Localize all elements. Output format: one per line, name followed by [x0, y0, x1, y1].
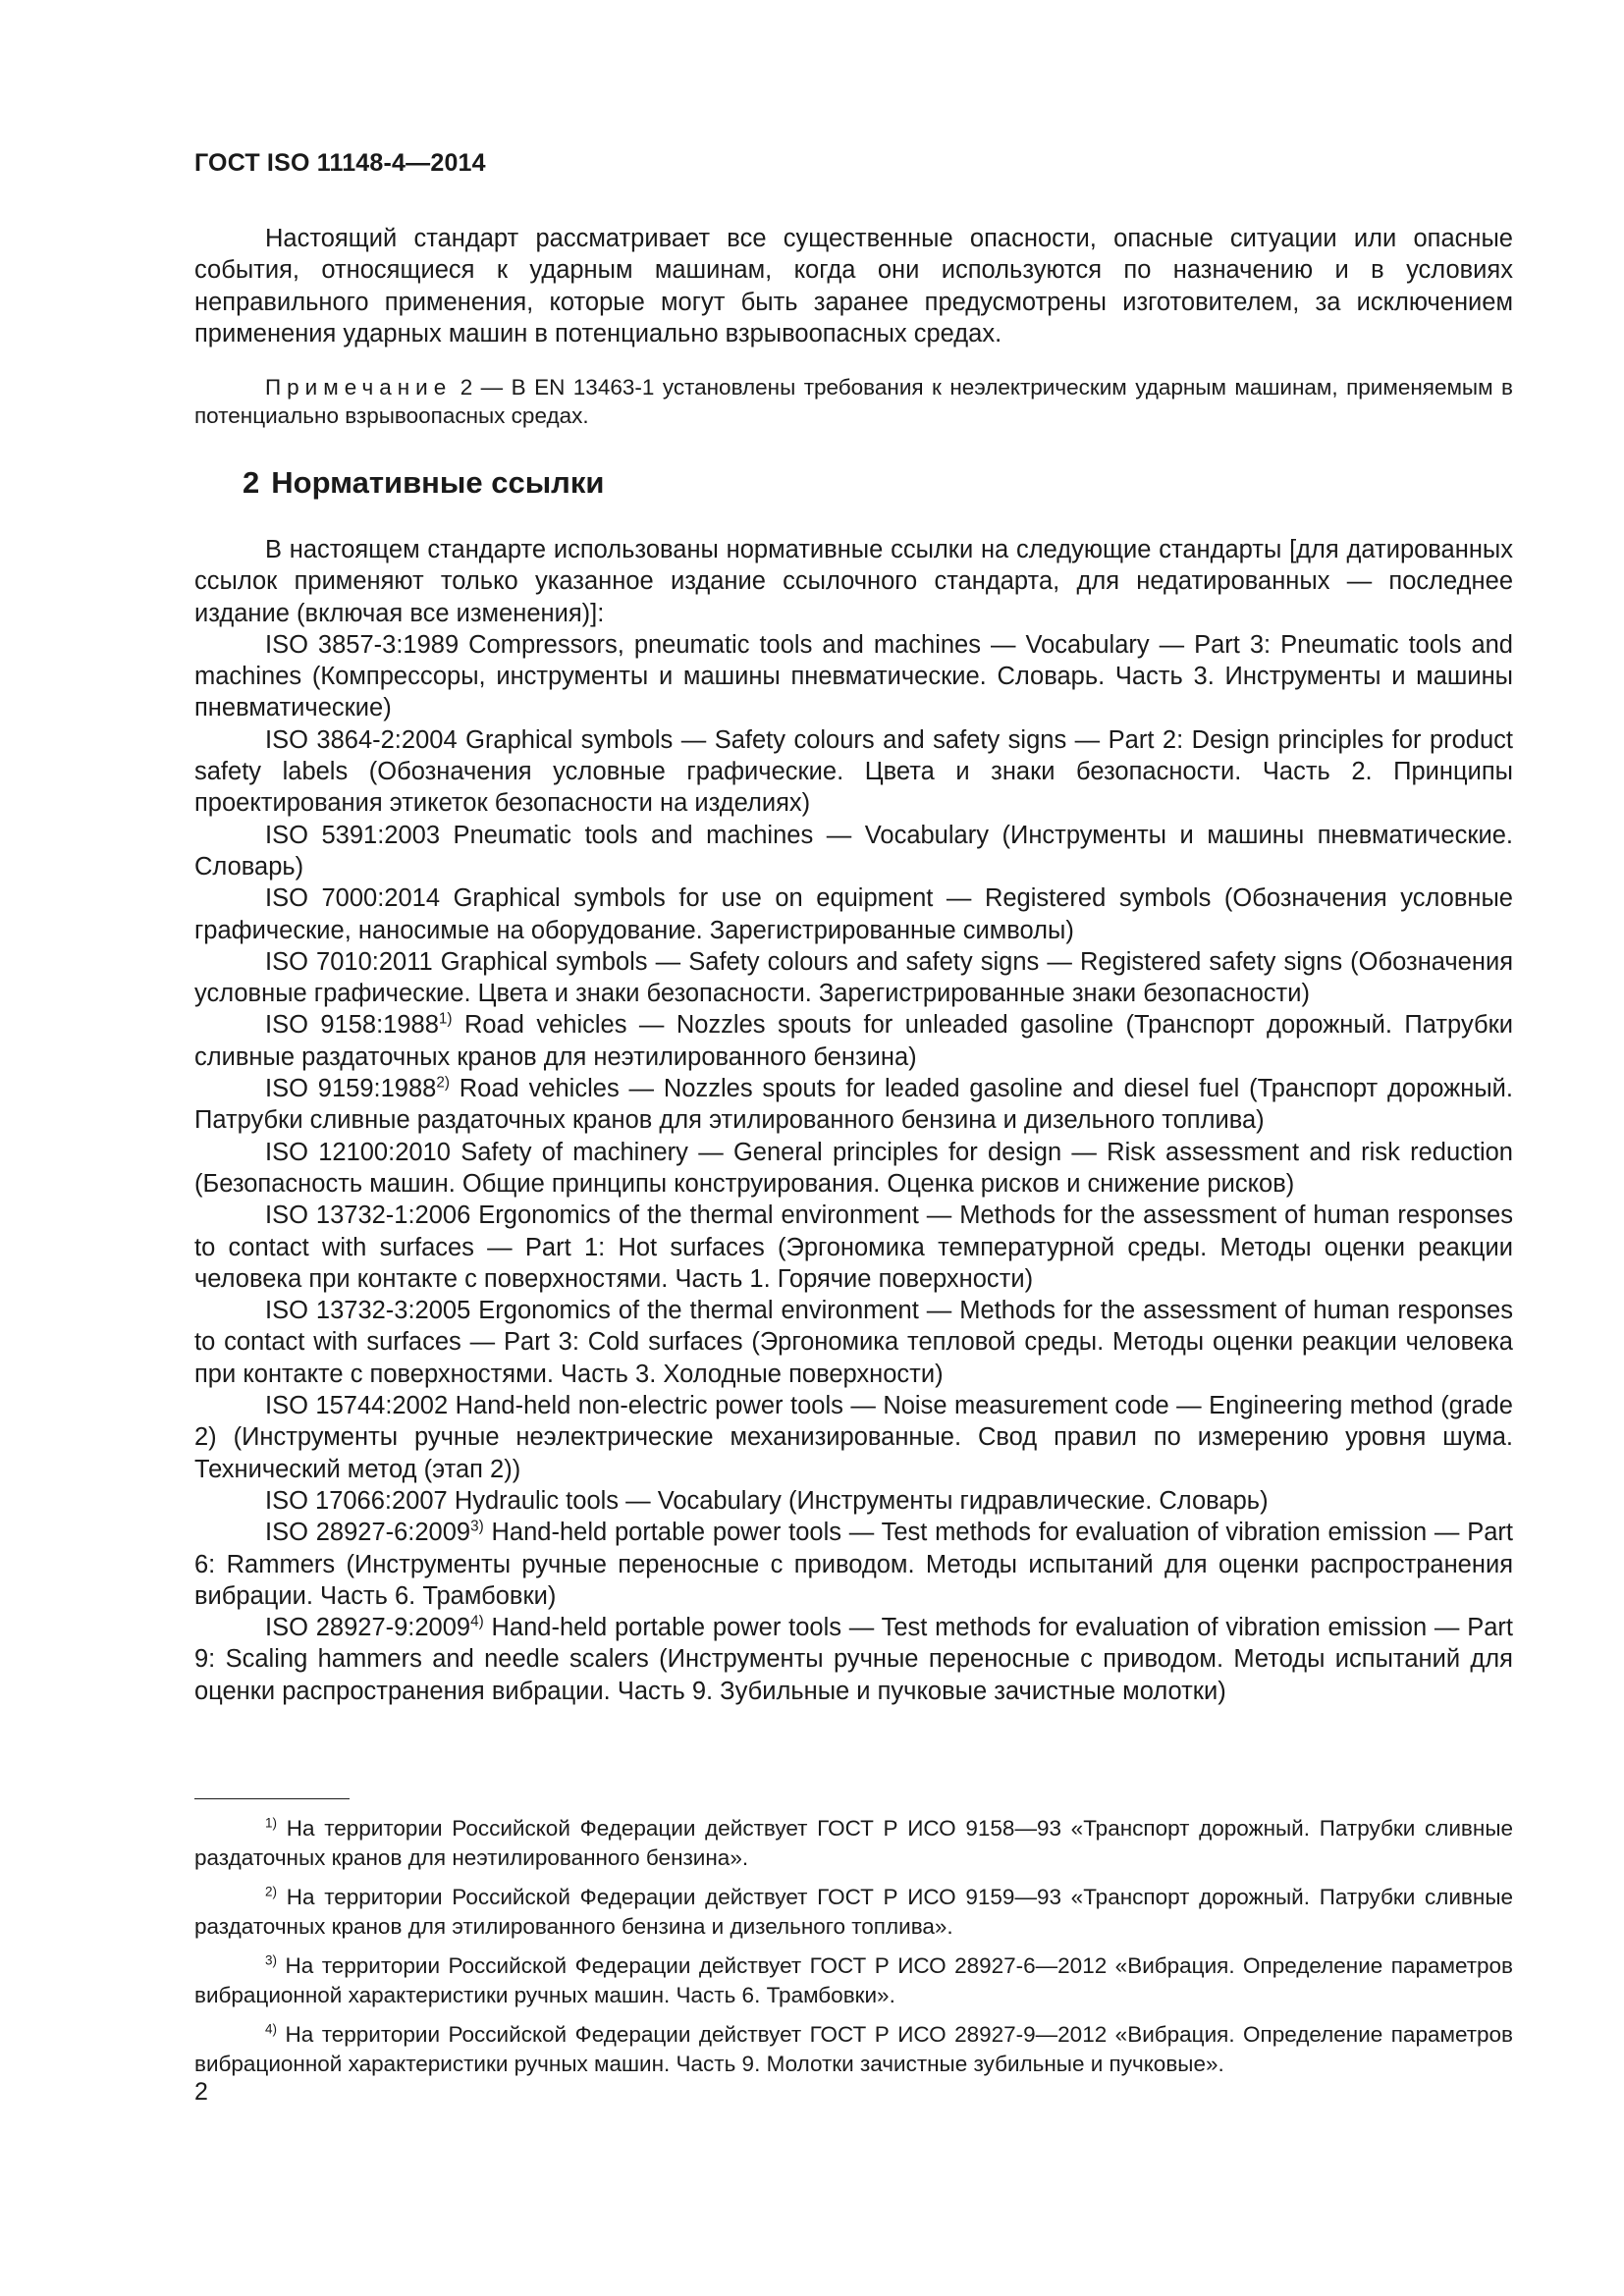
footnote-text: На территории Российской Федерации действует ГОСТ Р ИСО 9159—93 «Транспорт дорожный. Патрубки сливные раздаточных кранов для этилированного бензина и дизельного топлива». — [194, 1885, 1513, 1939]
reference-item — [194, 946, 1513, 1010]
reference-text: Safety of machinery — General principles for design — Risk assessment and risk reduction (Безопасность машин. Общие принципы конструирования. Оценка рисков и снижение рисков) — [194, 1138, 1513, 1198]
reference-text: Graphical symbols for use on equipment — Registered symbols (Обозначения условные графические, наносимые на оборудование. Зарегистрированные символы) — [194, 884, 1513, 944]
footnotes — [194, 1814, 1513, 2089]
reference-item — [194, 1485, 1513, 1517]
reference-item — [194, 1200, 1513, 1295]
reference-code: ISO 13732-1:2006 — [265, 1201, 471, 1230]
reference-text: Compressors, pneumatic tools and machines — Vocabulary — Part 3: Pneumatic tools and machines (Компрессоры, инструменты и машины пневматические. Словарь. Часть 3. Инструменты и машины пневматические) — [194, 630, 1513, 722]
reference-text: Hand-held non-electric power tools — Noise measurement code — Engineering method (grade 2) (Инструменты ручные неэлектрические механизированные. Свод правил по измерению уровня шума. Технический метод (этап 2)) — [194, 1392, 1513, 1483]
reference-item — [194, 724, 1513, 820]
reference-code: ISO 7010:2011 — [265, 947, 433, 976]
reference-text: Ergonomics of the thermal environment — Methods for the assessment of human responses to contact with surfaces — Part 1: Hot surfaces (Эргономика температурной среды. Методы оценки реакции человека при контакте с поверхностями. Часть 1. Горячие поверхности) — [194, 1201, 1513, 1293]
reference-item — [194, 1009, 1513, 1073]
footnote-mark: 3) — [265, 1952, 278, 1968]
reference-code: ISO 28927-9:2009 — [265, 1614, 471, 1642]
reference-item — [194, 629, 1513, 724]
section-heading — [243, 465, 616, 501]
reference-text: Ergonomics of the thermal environment — Methods for the assessment of human responses to contact with surfaces — Part 3: Cold surfaces (Эргономика тепловой среды. Методы оценки реакции человека при контакте с поверхностями. Часть 3. Холодные поверхности) — [194, 1297, 1513, 1388]
footnote-text: На территории Российской Федерации действует ГОСТ Р ИСО 28927-6—2012 «Вибрация. Определение параметров вибрационной характеристики ручных машин. Часть 6. Трамбовки». — [194, 1953, 1513, 2007]
reference-item — [194, 882, 1513, 946]
footnote-text: На территории Российской Федерации действует ГОСТ Р ИСО 9158—93 «Транспорт дорожный. Патрубки сливные раздаточных кранов для неэтилированного бензина». — [194, 1816, 1513, 1870]
reference-text: Hydraulic tools — Vocabulary (Инструменты гидравлические. Словарь) — [447, 1486, 1269, 1515]
footnote-mark: 2) — [265, 1884, 278, 1899]
reference-code: ISO 28927-6:2009 — [265, 1519, 471, 1547]
footnote-item — [194, 1951, 1513, 2009]
reference-code: ISO 17066:2007 — [265, 1486, 448, 1515]
note-block — [194, 373, 1513, 430]
normative-references — [194, 534, 1513, 1707]
footnote-item — [194, 1883, 1513, 1941]
note-text: 2 — В EN 13463-1 установлены требования к неэлектрическим ударным машинам, применяемым в потенциально взрывоопасных средах. — [194, 375, 1513, 428]
reference-item — [194, 1390, 1513, 1485]
scope-paragraph: Настоящий стандарт рассматривает все существенные опасности, опасные ситуации или опасные события, относящиеся к ударным машинам, когда они используются по назначению и в условиях неправильного применения, которые могут быть заранее предусмотрены изготовителем, за исключением применения ударных машин в потенциально взрывоопасных средах. — [194, 225, 1513, 347]
footnote-mark: 4) — [265, 2021, 278, 2037]
note-paragraph — [194, 373, 1513, 430]
reference-code: ISO 15744:2002 — [265, 1392, 449, 1420]
reference-code: ISO 12100:2010 — [265, 1138, 451, 1166]
reference-code: ISO 3857-3:1989 — [265, 630, 460, 659]
document-header: ГОСТ ISO 11148-4—2014 — [194, 149, 486, 177]
reference-code: ISO 13732-3:2005 — [265, 1297, 471, 1325]
footnote-item — [194, 1814, 1513, 1872]
reference-footnote-mark: 2) — [436, 1074, 450, 1092]
reference-item — [194, 1295, 1513, 1390]
reference-item — [194, 1137, 1513, 1201]
page-number: 2 — [194, 2078, 208, 2106]
reference-text: Hand-held portable power tools — Test methods for evaluation of vibration emission — Part 9: Scaling hammers and needle scalers (Инструменты ручные переносные с приводом. Методы испытаний для оценки распространения вибрации. Часть 9. Зубильные и пучковые зачистные молотки) — [194, 1614, 1513, 1705]
reference-code: ISO 5391:2003 — [265, 821, 441, 849]
references-intro: В настоящем стандарте использованы нормативные ссылки на следующие стандарты [для датированных ссылок применяют только указанное издание ссылочного стандарта, для недатированных — последнее издание (включая все изменения)]: — [194, 536, 1513, 627]
reference-footnote-mark: 1) — [438, 1010, 453, 1028]
reference-text: Graphical symbols — Safety colours and safety signs — Registered safety signs (Обозначения условные графические. Цвета и знаки безопасности. Зарегистрированные знаки безопасности) — [194, 947, 1513, 1008]
note-label: Примечание — [265, 375, 453, 400]
reference-text: Road vehicles — Nozzles spouts for leaded gasoline and diesel fuel (Транспорт дорожный. Патрубки сливные раздаточных кранов для этилированного бензина и дизельного топлива) — [194, 1075, 1513, 1135]
footnote-mark: 1) — [265, 1815, 278, 1831]
reference-code: ISO 9158:1988 — [265, 1011, 439, 1040]
reference-footnote-mark: 3) — [470, 1518, 484, 1535]
reference-item — [194, 1073, 1513, 1137]
reference-code: ISO 3864-2:2004 — [265, 725, 458, 754]
section-title: Нормативные ссылки — [271, 465, 605, 500]
footnote-item — [194, 2020, 1513, 2078]
reference-text: Pneumatic tools and machines — Vocabulary (Инструменты и машины пневматические. Словарь) — [194, 821, 1513, 881]
footnote-divider — [194, 1798, 350, 1799]
reference-item — [194, 1517, 1513, 1612]
reference-code: ISO 9159:1988 — [265, 1075, 437, 1103]
reference-code: ISO 7000:2014 — [265, 884, 441, 913]
reference-text: Graphical symbols — Safety colours and safety signs — Part 2: Design principles for product safety labels (Обозначения условные графические. Цвета и знаки безопасности. Часть 2. Принципы проектирования этикеток безопасности на изделиях) — [194, 725, 1513, 818]
reference-footnote-mark: 4) — [470, 1613, 484, 1630]
section-number: 2 — [243, 465, 260, 500]
scope-paragraph-block — [194, 223, 1513, 349]
reference-item — [194, 1612, 1513, 1707]
reference-item — [194, 820, 1513, 883]
reference-text: Road vehicles — Nozzles spouts for unleaded gasoline (Транспорт дорожный. Патрубки сливные раздаточных кранов для неэтилированного бензина) — [194, 1011, 1513, 1071]
reference-text: Hand-held portable power tools — Test methods for evaluation of vibration emission — Part 6: Rammers (Инструменты ручные переносные с приводом. Методы испытаний для оценки распространения вибрации. Часть 6. Трамбовки) — [194, 1519, 1513, 1610]
footnote-text: На территории Российской Федерации действует ГОСТ Р ИСО 28927-9—2012 «Вибрация. Определение параметров вибрационной характеристики ручных машин. Часть 9. Молотки зачистные зубильные и пучковые». — [194, 2022, 1513, 2076]
